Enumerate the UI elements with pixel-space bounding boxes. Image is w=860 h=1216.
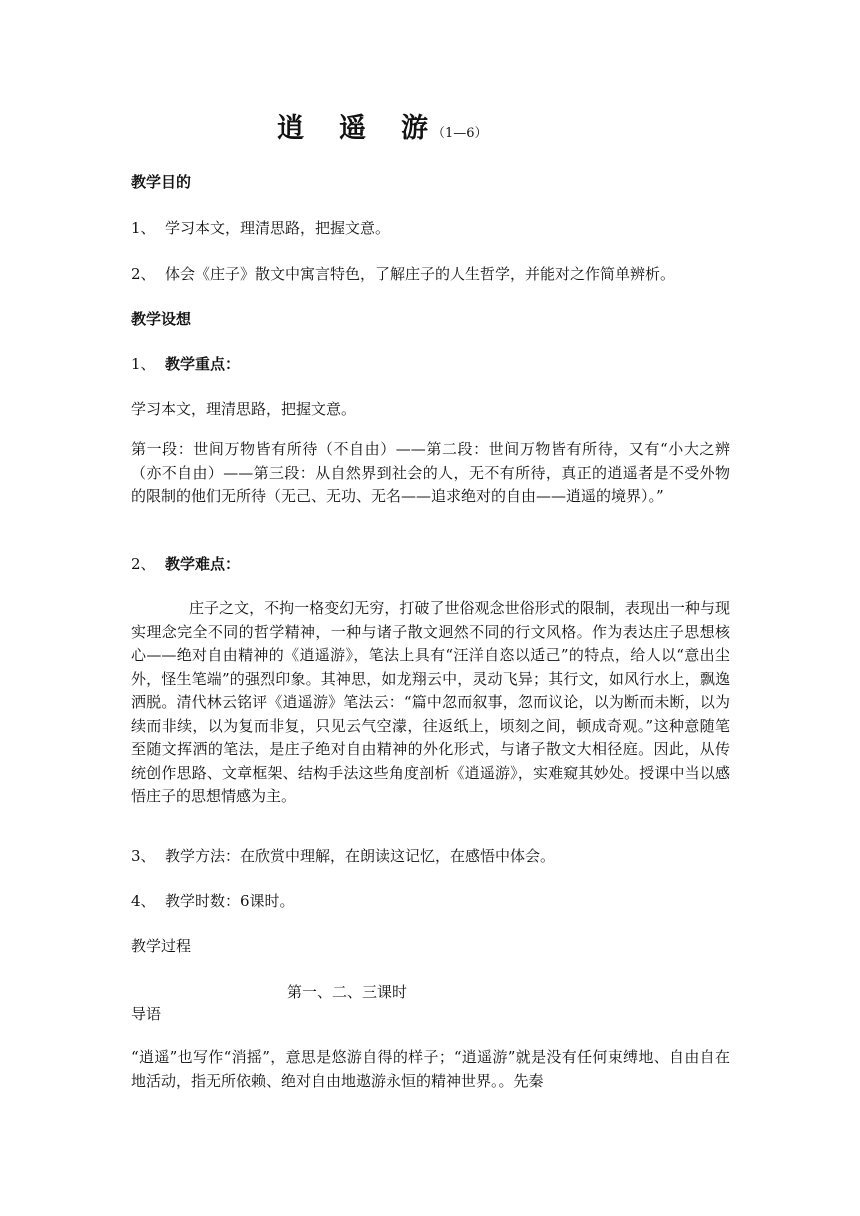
item-number: 2、 bbox=[131, 555, 156, 573]
item-number: 4、 bbox=[131, 892, 156, 910]
focus-heading bbox=[131, 354, 240, 374]
heading-purpose: 教学目的 bbox=[131, 173, 192, 191]
item-text: 学习本文，理清思路，把握文意。 bbox=[165, 219, 391, 237]
item-text: 教学时数：6课时。 bbox=[165, 892, 295, 910]
item-number: 1、 bbox=[131, 219, 156, 237]
purpose-item-1 bbox=[131, 218, 390, 238]
difficulty-heading bbox=[131, 554, 240, 574]
difficulty-label: 教学难点： bbox=[165, 555, 241, 573]
title-text: 逍 遥 游 bbox=[277, 113, 432, 144]
title-suffix: （1—6） bbox=[432, 126, 488, 141]
focus-text: 学习本文，理清思路，把握文意。 bbox=[131, 400, 357, 418]
hours-item bbox=[131, 891, 295, 911]
item-text: 体会《庄子》散文中寓言特色，了解庄子的人生哲学，并能对之作简单辨析。 bbox=[165, 265, 676, 283]
method-item bbox=[131, 846, 555, 866]
heading-design: 教学设想 bbox=[131, 310, 192, 328]
heading-process: 教学过程 bbox=[131, 937, 192, 955]
document-title bbox=[277, 112, 488, 151]
intro-heading: 导语 bbox=[131, 1005, 162, 1023]
focus-label: 教学重点： bbox=[165, 355, 241, 373]
item-number: 1、 bbox=[131, 355, 156, 373]
item-number: 3、 bbox=[131, 847, 156, 865]
item-text: 教学方法：在欣赏中理解，在朗读这记忆，在感悟中体会。 bbox=[165, 847, 556, 865]
difficulty-paragraph: 庄子之文，不拘一格变幻无穷，打破了世俗观念世俗形式的限制，表现出一种与现实理念完全不同的哲学精神，一种与诸子散文迥然不同的行文风格。作为表达庄子思想核心——绝对自由精神的《逍遥游》，笔法上具有“汪洋自恣以适己”的特点，给人以“意出尘外，怪生笔端”的强烈印象。其神思，如龙翔云中，灵动飞异；其行文，如风行水上，飘逸洒脱。清代林云铭评《逍遥游》笔法云：“篇中忽而叙事，忽而议论，以为断而未断，以为续而非续，以为复而非复，只见云气空濛，往返纸上，顷刻之间，顿成奇观。”这种意随笔至随文挥洒的笔法，是庄子绝对自由精神的外化形式，与诸子散文大相径庭。因此，从传统创作思路、文章框架、结构手法这些角度剖析《逍遥游》，实难窥其妙处。授课中当以感悟庄子的思想情感为主。 bbox=[131, 599, 730, 805]
summary-paragraph: 第一段：世间万物皆有所待（不自由）——第二段：世间万物皆有所待，又有“小大之辨（亦不自由）——第三段：从自然界到社会的人，无不有所待，真正的逍遥者是不受外物的限制的他们无所待（无己、无功、无名——追求绝对的自由——逍遥的境界）。” bbox=[131, 440, 730, 505]
lesson-heading: 第一、二、三课时 bbox=[287, 983, 408, 1001]
item-number: 2、 bbox=[131, 265, 156, 283]
intro-paragraph: “逍遥”也写作“消摇”，意思是悠游自得的样子；“逍遥游”就是没有任何束缚地、自由自在地活动，指无所依赖、绝对自由地遨游永恒的精神世界。。先秦 bbox=[131, 1048, 730, 1090]
purpose-item-2 bbox=[131, 264, 675, 284]
